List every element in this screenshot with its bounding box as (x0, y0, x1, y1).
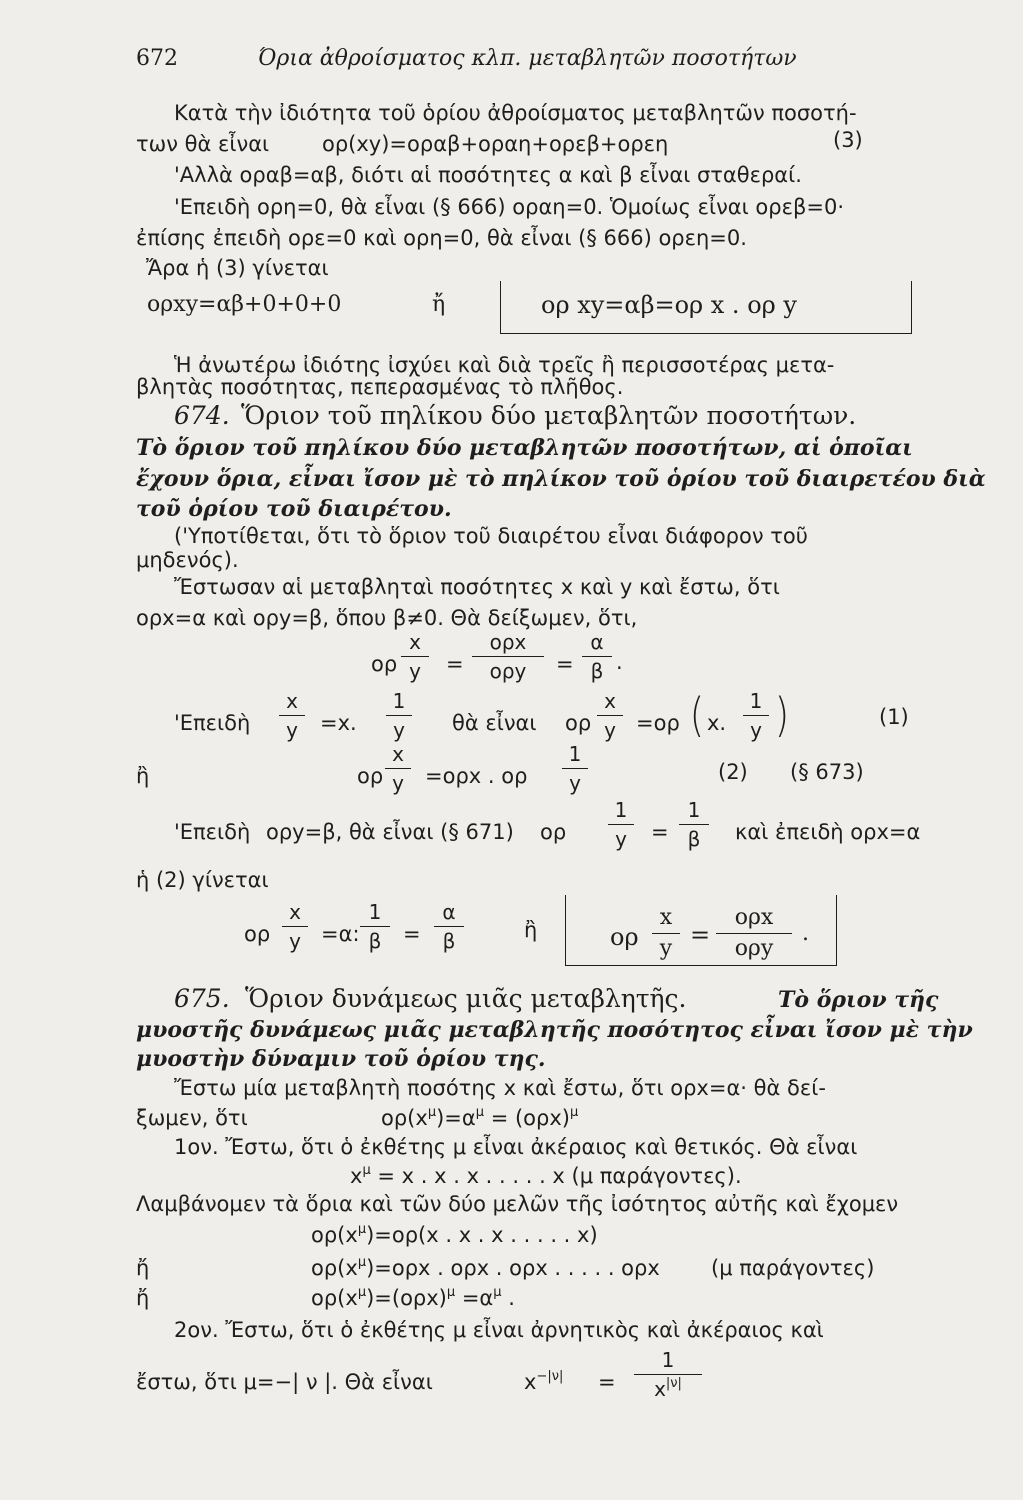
or-word: ἢ (524, 918, 538, 942)
boxed-result (500, 281, 912, 334)
text-line: ἡ (2) γίνεται (136, 868, 269, 892)
x-dot: x. (707, 711, 727, 735)
text-line: ξωμεν, ὅτι (136, 1106, 248, 1130)
theorem-line: μυοστῆς δυνάμεως μιᾶς μεταβλητῆς ποσότητος εἶναι ἴσον μὲ τὴν (136, 1017, 973, 1043)
period: . (802, 921, 809, 946)
or-word: ἤ (432, 292, 446, 317)
since-word: 'Επειδὴ (174, 820, 251, 844)
limit-op: ορ (357, 764, 384, 788)
text-line: μηδενός). (136, 548, 239, 572)
text-line: Κατὰ τὴν ἰδιότητα τοῦ ὁρίου ἀθροίσματος μεταβλητῶν ποσοτή- (174, 101, 857, 125)
equals: = (403, 922, 421, 946)
text-fragment: καὶ ἐπειδὴ ορx=α (735, 820, 921, 844)
theorem-line: Τὸ ὅριον τοῦ πηλίκου δύο μεταβλητῶν ποσοτήτων, αἱ ὁποῖαι (136, 435, 913, 461)
text-line: 1ον. Ἔστω, ὅτι ὁ ἐκθέτης μ εἶναι ἀκέραιος καὶ θετικός. Θὰ εἶναι (174, 1135, 858, 1159)
equation-number: (1) (879, 705, 909, 729)
fraction-1-over-b: $\frac{1}{\beta}$ (679, 800, 709, 849)
fraction-x-over-y: $\frac{x}{y}$ (385, 744, 411, 793)
section-title: Ὅριον τοῦ πηλίκου δύο μεταβλητῶν ποσοτήτων. (241, 401, 857, 430)
formula: $o\rho(x^\mu)=o\rho x$ . ορx . ορx . . . . . ορx (311, 1255, 660, 1280)
text-line: 'Αλλὰ οραβ=αβ, διότι αἱ ποσότητες α καὶ β εἶναι σταθεραί. (174, 163, 802, 187)
text-line: Ἄρα ἡ (3) γίνεται (146, 256, 329, 280)
text-line: Ἔστωσαν αἱ μεταβληταὶ ποσότητες x καὶ y καὶ ἔστω, ὅτι (174, 575, 780, 599)
fraction-x-over-y: $\frac{x}{y}$ (279, 691, 305, 740)
fraction-1-over-y: $\frac{1}{y}$ (562, 744, 588, 793)
theorem-line: μυοστὴν δύναμιν τοῦ ὁρίου της. (136, 1046, 546, 1072)
running-title: Όρια ἀθροίσματος κλπ. μεταβλητῶν ποσοτήτων (258, 46, 797, 71)
or-word: ἢ (136, 764, 150, 788)
equals: = (651, 820, 669, 844)
fraction-x-over-y: $\frac{x}{y}$ (652, 907, 680, 960)
equation-number: (2) (718, 760, 748, 784)
fraction-x-over-y: $\frac{x}{y}$ (282, 902, 308, 951)
fraction-orx-over-ory: ορx ορy (716, 907, 792, 960)
limit-op: ορ (610, 923, 639, 951)
text-line: 2ον. Ἔστω, ὅτι ὁ ἐκθέτης μ εἶναι ἀρνητικὸς καὶ ἀκέραιος καὶ (174, 1318, 824, 1342)
fraction-x-over-y: $\frac{x}{y}$ (401, 632, 429, 681)
text-line: ἐπίσης ἐπειδὴ ορε=0 καὶ ορη=0, θὰ εἶναι (§ 666) ορεη=0. (136, 226, 747, 250)
fraction-x-over-y: $\frac{x}{y}$ (597, 691, 623, 740)
right-paren: ) (774, 688, 790, 742)
page-number: 672 (136, 46, 178, 71)
text-line: Ἔστω μία μεταβλητὴ ποσότης x καὶ ἔστω, ὅτι ορx=α· θὰ δεί- (174, 1076, 826, 1100)
formula: ορ(xy)=οραβ+οραη+ορεβ+ορεη (322, 132, 669, 156)
boxed-equation: ορ xy=αβ=ορ x . ορ y (541, 291, 797, 319)
since-word: 'Επειδὴ (174, 711, 251, 735)
equals: = (556, 652, 574, 676)
fraction-1-over-y: $\frac{1}{y}$ (743, 691, 769, 740)
equation-number: (3) (833, 128, 863, 152)
text-fragment: ορy=β, θὰ εἶναι (§ 671) (266, 820, 514, 844)
limit-op: ορ (244, 922, 271, 946)
equals: = (598, 1370, 616, 1394)
formula: $o\rho(x^\mu)=o\rho(x$ . x . x . . . . . x) (311, 1222, 598, 1247)
formula: $o\rho(x^\mu)=\alpha^\mu = (o\rho x)^\mu$ (381, 1105, 579, 1130)
or-word: ἤ (136, 1286, 150, 1310)
text-line: Λαμβάνομεν τὰ ὅρια καὶ τῶν δύο μελῶν τῆς ἰσότητος αὐτῆς καὶ ἔχομεν (136, 1192, 899, 1216)
theorem-line: ἔχουν ὅρια, εἶναι ἴσον μὲ τὸ πηλίκον τοῦ ὁρίου τοῦ διαιρετέου διὰ (136, 466, 986, 492)
fraction-1-over-b: $\frac{1}{\beta}$ (360, 902, 390, 951)
fraction-a-over-b: $\frac{\alpha}{\beta}$ (434, 902, 464, 951)
reference: (§ 673) (790, 760, 864, 784)
equals-alpha: =α: (321, 922, 360, 946)
equals: = (446, 652, 464, 676)
section-number: 675. (174, 984, 230, 1013)
text-fragment: θὰ εἶναι (452, 711, 537, 735)
period: . (616, 650, 623, 674)
text-line: Ἡ ἀνωτέρω ἰδιότης ἰσχύει καὶ διὰ τρεῖς ἢ περισσοτέρας μετα- (174, 353, 835, 377)
equation: ορxy=αβ+0+0+0 (147, 292, 342, 317)
fraction-1-over-y: $\frac{1}{y}$ (386, 691, 412, 740)
equals-x: =x. (320, 711, 357, 735)
equals: = (690, 921, 711, 949)
fraction-1-over-y: $\frac{1}{y}$ (608, 800, 634, 849)
limit-op: ορ (371, 652, 398, 676)
fraction-orx-over-ory: ορx ορy (472, 632, 544, 681)
text-line: ορx=α καὶ ορy=β, ὅπου β≠0. Θὰ δείξωμεν, ὅτι, (136, 606, 638, 630)
or-word: ἤ (136, 1256, 150, 1280)
limit-op: ορ (565, 711, 592, 735)
text-line: 'Επειδὴ ορη=0, θὰ εἶναι (§ 666) οραη=0. Ὁμοίως εἶναι ορεβ=0· (174, 195, 844, 219)
equals-product: =ορx . ορ (425, 764, 528, 788)
theorem-line: Τὸ ὅριον τῆς (778, 987, 939, 1013)
text-line: των θὰ εἶναι (136, 132, 270, 156)
section-number: 674. (174, 401, 230, 430)
limit-op: ορ (540, 820, 567, 844)
fraction-a-over-b: $\frac{\alpha}{\beta}$ (582, 632, 612, 681)
fraction-1-over-x-nu: $\frac{1}{x^{|\nu|}}$ (634, 1350, 702, 1399)
text-line: βλητὰς ποσότητας, πεπερασμένας τὸ πλῆθος. (136, 375, 624, 399)
text-fragment: (μ παράγοντες) (711, 1256, 875, 1280)
text-line: ἔστω, ὅτι μ=−| ν |. Θὰ εἶναι (136, 1370, 433, 1394)
formula: $o\rho(x^\mu)=(o\rho x)^\mu =\alpha^\mu$ . (311, 1285, 515, 1310)
text-line: ('Υποτίθεται, ὅτι τὸ ὅριον τοῦ διαιρέτου εἶναι διάφορον τοῦ (174, 524, 808, 548)
boxed-result (565, 895, 837, 966)
section-title: Ὅριον δυνάμεως μιᾶς μεταβλητῆς. (245, 984, 687, 1013)
formula-x-neg-nu: $x^{-|\nu|}$ (524, 1369, 564, 1394)
left-paren: ( (689, 688, 705, 742)
equals-op: =ορ (636, 711, 680, 735)
formula: $x^\mu = x$ . x . x . . . . . x (μ παράγοντες). (350, 1163, 742, 1188)
theorem-line: τοῦ ὁρίου τοῦ διαιρέτου. (136, 496, 452, 522)
